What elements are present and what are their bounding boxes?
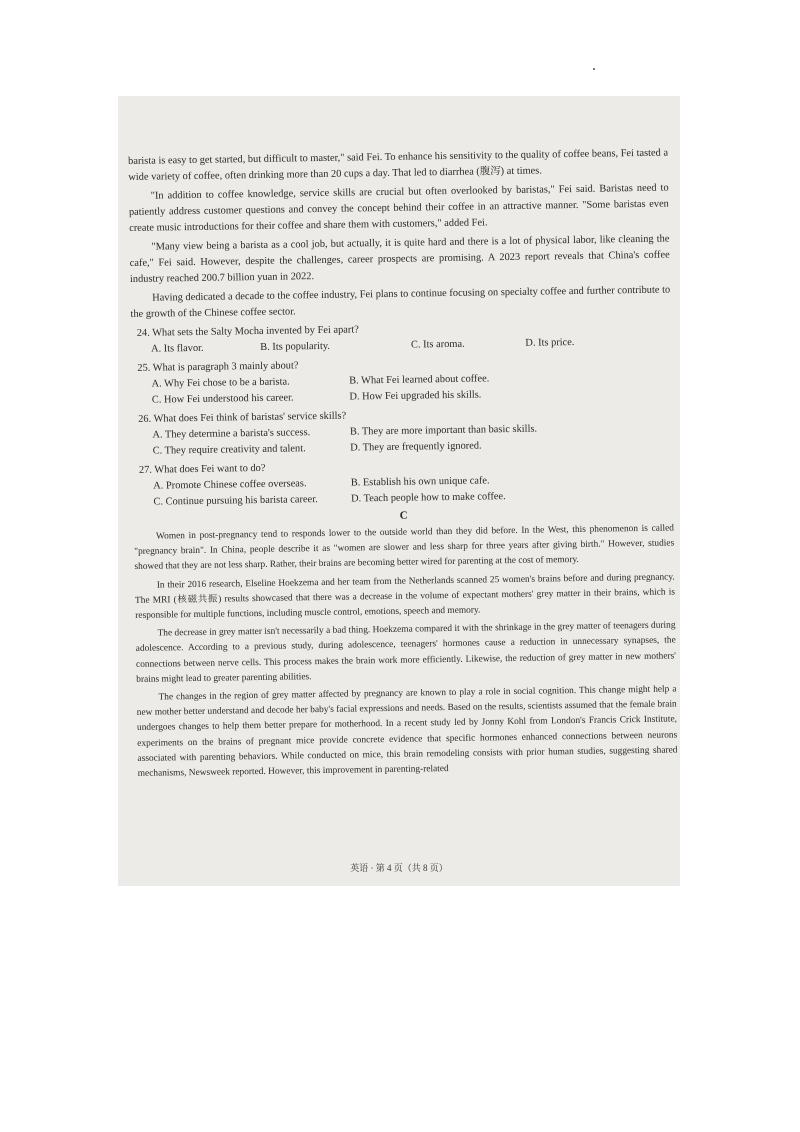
question-25 <box>131 352 672 408</box>
question-stem: 24. What sets the Salty Mocha invented by Fei apart? <box>136 324 359 339</box>
option-a: A. Promote Chinese coffee overseas. <box>153 478 307 492</box>
paragraph: The changes in the region of grey matter affected by pregnancy are known to play a role in social cognition. This change might help a new mother better understand and decode her baby's facial expressions and needs. Based on the results, scientists assumed that the female brain undergoes changes to help them better prepare for motherhood. In a recent study led by Jonny Kohl from London's Francis Crick Institute, experiments on the brains of pregnant mice provide concrete evidence that specific hormones enhanced connections between neurons associated with parenting behaviors. While conducted on mice, this brain remodeling consists with prior human studies, suggesting shared mechanisms, Newsweek reported. However, this improvement in parenting-related <box>136 684 678 779</box>
option-a: A. Its flavor. <box>150 342 204 355</box>
paragraph: The decrease in grey matter isn't necessarily a bad thing. Hoekzema compared it with the shrinkage in the grey matter of teenagers during adolescence. According to a previous study, during adolescence, teenagers' hormones cause a reduction in unnecessary synapses, the connections between nerve cells. This process makes the brain work more efficiently. Likewise, the reduction of grey matter in new mothers' brains might lead to greater parenting abilities. <box>135 620 677 685</box>
question-24 <box>131 317 671 357</box>
option-a: A. Why Fei chose to be a barista. <box>151 376 290 390</box>
page-content <box>128 146 678 786</box>
option-d: D. How Fei upgraded his skills. <box>349 389 482 403</box>
option-c: C. Continue pursuing his barista career. <box>153 494 318 508</box>
paragraph: In their 2016 research, Elseline Hoekzema and her team from the Netherlands scanned 25 women's brains before and during pregnancy. The MRI (核磁共振) results showcased that there was a decrease in the volume of expectant mothers' grey matter in their brains, which is responsible for multiple functions, including muscle control, emotions, speech and memory. <box>134 572 676 621</box>
paragraph: "Many view being a barista as a cool job, but actually, it is quite hard and there is a lot of physical labor, like cleaning the cafe," Fei said. However, despite the challenges, career prospects are promising. A 2023 report reveals that China's coffee industry reached 200.7 billion yuan in 2022. <box>129 233 670 285</box>
option-d: D. Teach people how to make coffee. <box>350 491 506 505</box>
option-b: B. Its popularity. <box>260 340 331 353</box>
paragraph: barista is easy to get started, but difficult to master," said Fei. To enhance his sensitivity to the quality of coffee beans, Fei tasted a wide variety of coffee, often drinking more than 20 cups a day. That led to diarrhea (腹泻) at times. <box>128 147 669 183</box>
option-c: C. They require creativity and talent. <box>152 443 306 457</box>
section-label: C <box>399 509 408 522</box>
question-stem: 25. What is paragraph 3 mainly about? <box>137 360 299 374</box>
paragraph: Having dedicated a decade to the coffee industry, Fei plans to continue focusing on specialty coffee and further contribute to the growth of the Chinese coffee sector. <box>130 284 671 320</box>
option-a: A. They determine a barista's success. <box>152 427 311 441</box>
question-stem: 27. What does Fei want to do? <box>138 462 266 476</box>
option-c: C. How Fei understood his career. <box>151 392 294 406</box>
question-stem: 26. What does Fei think of baristas' service skills? <box>138 410 347 425</box>
paragraph: Women in post-pregnancy tend to responds lower to the outside world than they did before. In the West, this phenomenon is called "pregnancy brain". In China, people describe it as "women are slower and less sharp for three years after giving birth." However, studies showed that they are not less sharp. Rather, their brains are becoming better wired for parenting at the cost of memory. <box>134 523 675 573</box>
option-b: B. Establish his own unique cafe. <box>350 475 490 489</box>
question-26 <box>132 403 673 459</box>
option-c: C. Its aroma. <box>410 338 465 351</box>
paragraph: "In addition to coffee knowledge, service skills are crucial but often overlooked by baristas," Fei said. Baristas need to patiently address customer questions and convey the concept behind their coffee in an attractive manner. "Some baristas even create music introductions for their coffee and share them with customers," added Fei. <box>128 182 669 234</box>
option-b: B. What Fei learned about coffee. <box>349 373 490 387</box>
exam-page <box>118 96 680 886</box>
option-b: B. They are more important than basic skills. <box>349 423 538 438</box>
scan-speck <box>593 68 595 70</box>
passage-c <box>134 521 678 782</box>
option-d: D. They are frequently ignored. <box>350 440 482 454</box>
page-footer: 英语 · 第 4 页（共 8 页） <box>350 863 448 873</box>
question-27 <box>133 454 674 510</box>
option-d: D. Its price. <box>525 337 575 349</box>
